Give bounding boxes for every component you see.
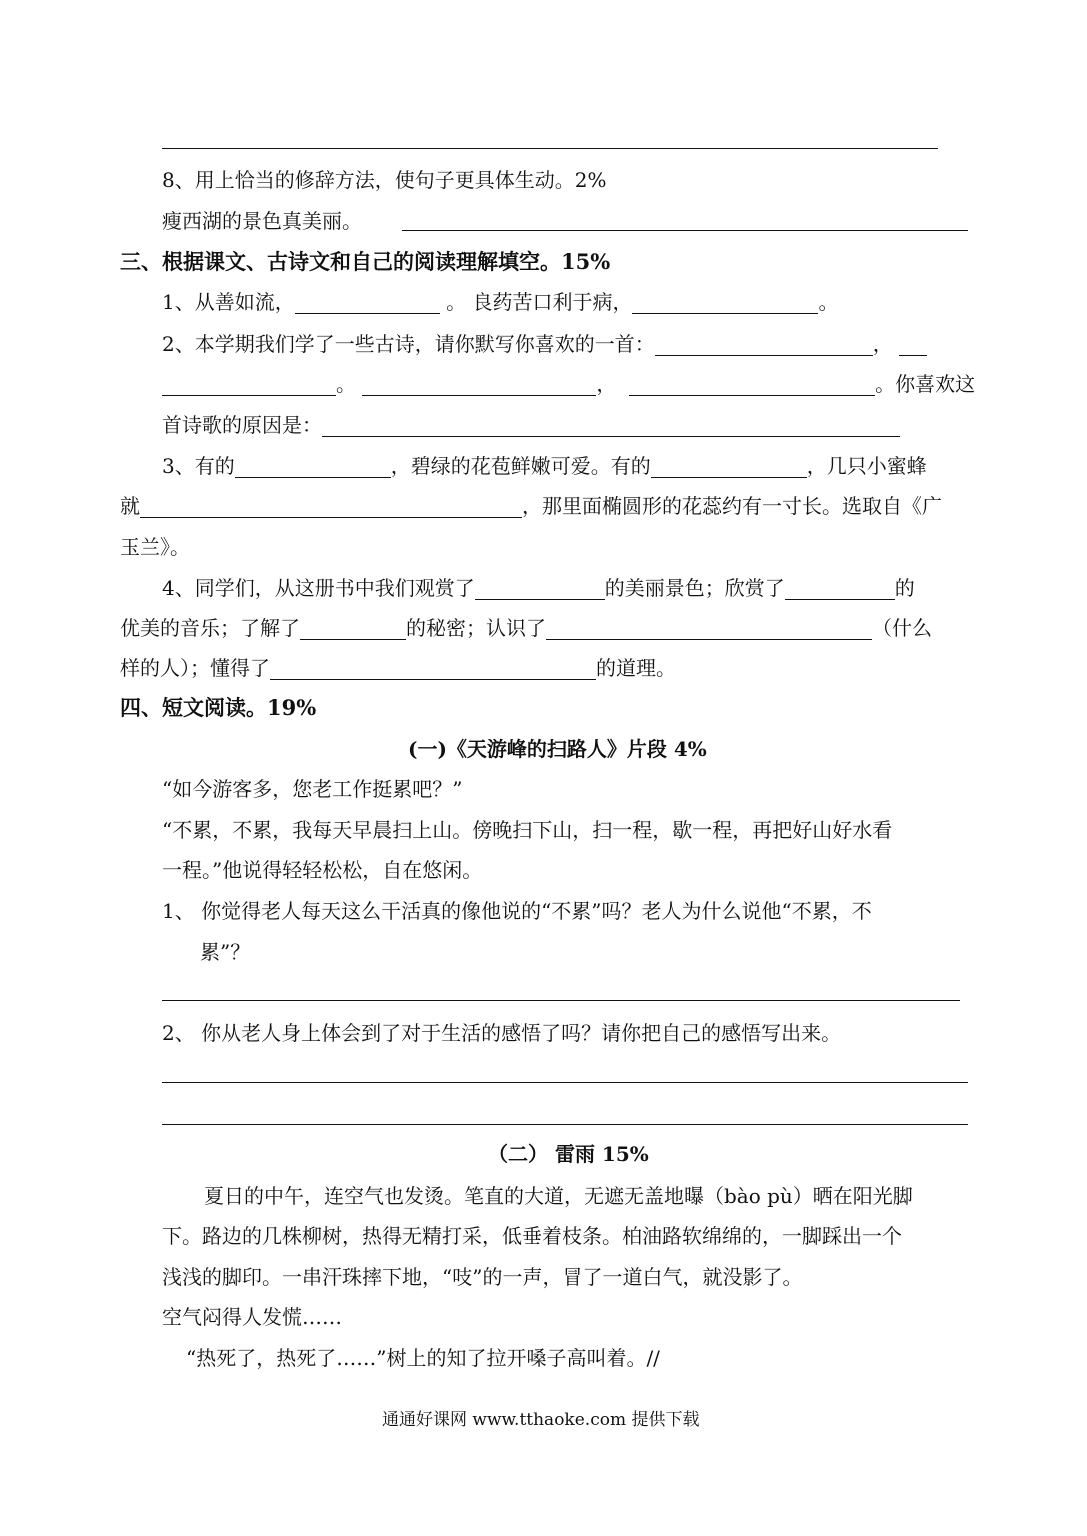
answer-line (162, 1000, 960, 1001)
passage-1-question-2: 2、 你从老人身上体会到了对于生活的感悟了吗？请你把自己的感悟写出来。 (162, 1021, 842, 1045)
fill-blank[interactable] (270, 659, 596, 680)
fill-blank[interactable] (475, 579, 605, 600)
answer-line (162, 1082, 968, 1083)
passage-1-paragraph: “不累，不累，我每天早晨扫上山。傍晚扫下山，扫一程，歇一程，再把好山好水看 (162, 818, 893, 842)
answer-line (162, 148, 938, 149)
fill-blank[interactable] (300, 619, 406, 640)
passage-1-title: (一)《天游峰的扫路人》片段 4% (408, 737, 707, 761)
fill-blank[interactable] (162, 375, 336, 396)
fill-blank[interactable] (655, 335, 873, 356)
passage-2-paragraph: 下。路边的几株柳树，热得无精打采，低垂着枝条。柏油路软绵绵的，一脚踩出一个 (162, 1224, 902, 1248)
section-3-question-3-line2: 就 ，那里面椭圆形的花蕊约有一寸长。选取自《广 (120, 494, 942, 518)
passage-1-question-1-cont: 累”？ (200, 940, 251, 964)
section-3-question-2-line3: 首诗歌的原因是： (162, 413, 900, 437)
fill-blank[interactable] (362, 375, 596, 396)
passage-2-paragraph: 夏日的中午，连空气也发烫。笔直的大道，无遮无盖地曝（bào pù）晒在阳光脚 (204, 1184, 913, 1208)
section-3-question-3: 3、有的 ，碧绿的花苞鲜嫩可爱。有的 ，几只小蜜蜂 (162, 454, 927, 478)
answer-line (162, 1124, 968, 1125)
passage-1-paragraph: “如今游客多，您老工作挺累吧？” (162, 777, 463, 801)
passage-1-question-1: 1、 你觉得老人每天这么干活真的像他说的“不累”吗？老人为什么说他“不累，不 (162, 899, 872, 923)
fill-blank[interactable] (322, 416, 900, 437)
section-3-question-1: 1、从善如流， 。 良药苦口利于病， 。 (162, 290, 839, 314)
section-3-question-3-line3: 玉兰》。 (120, 535, 190, 559)
fill-blank[interactable] (632, 293, 818, 314)
section-3-question-4-line2: 优美的音乐；了解了 的秘密；认识了 （什么 (120, 616, 932, 640)
question-8-sentence: 瘦西湖的景色真美丽。 (162, 209, 362, 233)
section-3-heading: 三、根据课文、古诗文和自己的阅读理解填空。15% (120, 249, 611, 274)
section-4-heading: 四、短文阅读。19% (120, 695, 317, 720)
section-3-question-2: 2、本学期我们学了一些古诗，请你默写你喜欢的一首： ， (162, 332, 927, 356)
passage-1-paragraph: 一程。”他说得轻轻松松，自在悠闲。 (162, 858, 483, 882)
section-3-question-4-line3: 样的人）；懂得了 的道理。 (120, 656, 676, 680)
question-8-title: 8、用上恰当的修辞方法，使句子更具体生动。2% (162, 168, 607, 192)
fill-blank[interactable] (235, 457, 391, 478)
passage-2-paragraph: “热死了，热死了……”树上的知了拉开嗓子高叫着。// (186, 1346, 660, 1370)
fill-blank[interactable] (546, 619, 872, 640)
page-footer: 通通好课网 www.tthaoke.com 提供下载 (382, 1410, 700, 1430)
passage-2-title: （二） 雷雨 15% (488, 1142, 649, 1166)
fill-blank[interactable] (140, 497, 522, 518)
section-3-question-2-line2: 。 ， 。你喜欢这 (162, 372, 975, 396)
fill-blank[interactable] (651, 457, 807, 478)
answer-line (402, 230, 968, 231)
section-3-question-4: 4、同学们，从这册书中我们观赏了 的美丽景色；欣赏了 的 (162, 576, 915, 600)
fill-blank[interactable] (899, 335, 927, 356)
passage-2-paragraph: 空气闷得人发慌…… (162, 1305, 342, 1329)
fill-blank[interactable] (295, 293, 440, 314)
fill-blank[interactable] (785, 579, 895, 600)
passage-2-paragraph: 浅浅的脚印。一串汗珠摔下地，“吱”的一声，冒了一道白气，就没影了。 (162, 1265, 803, 1289)
fill-blank[interactable] (629, 375, 875, 396)
